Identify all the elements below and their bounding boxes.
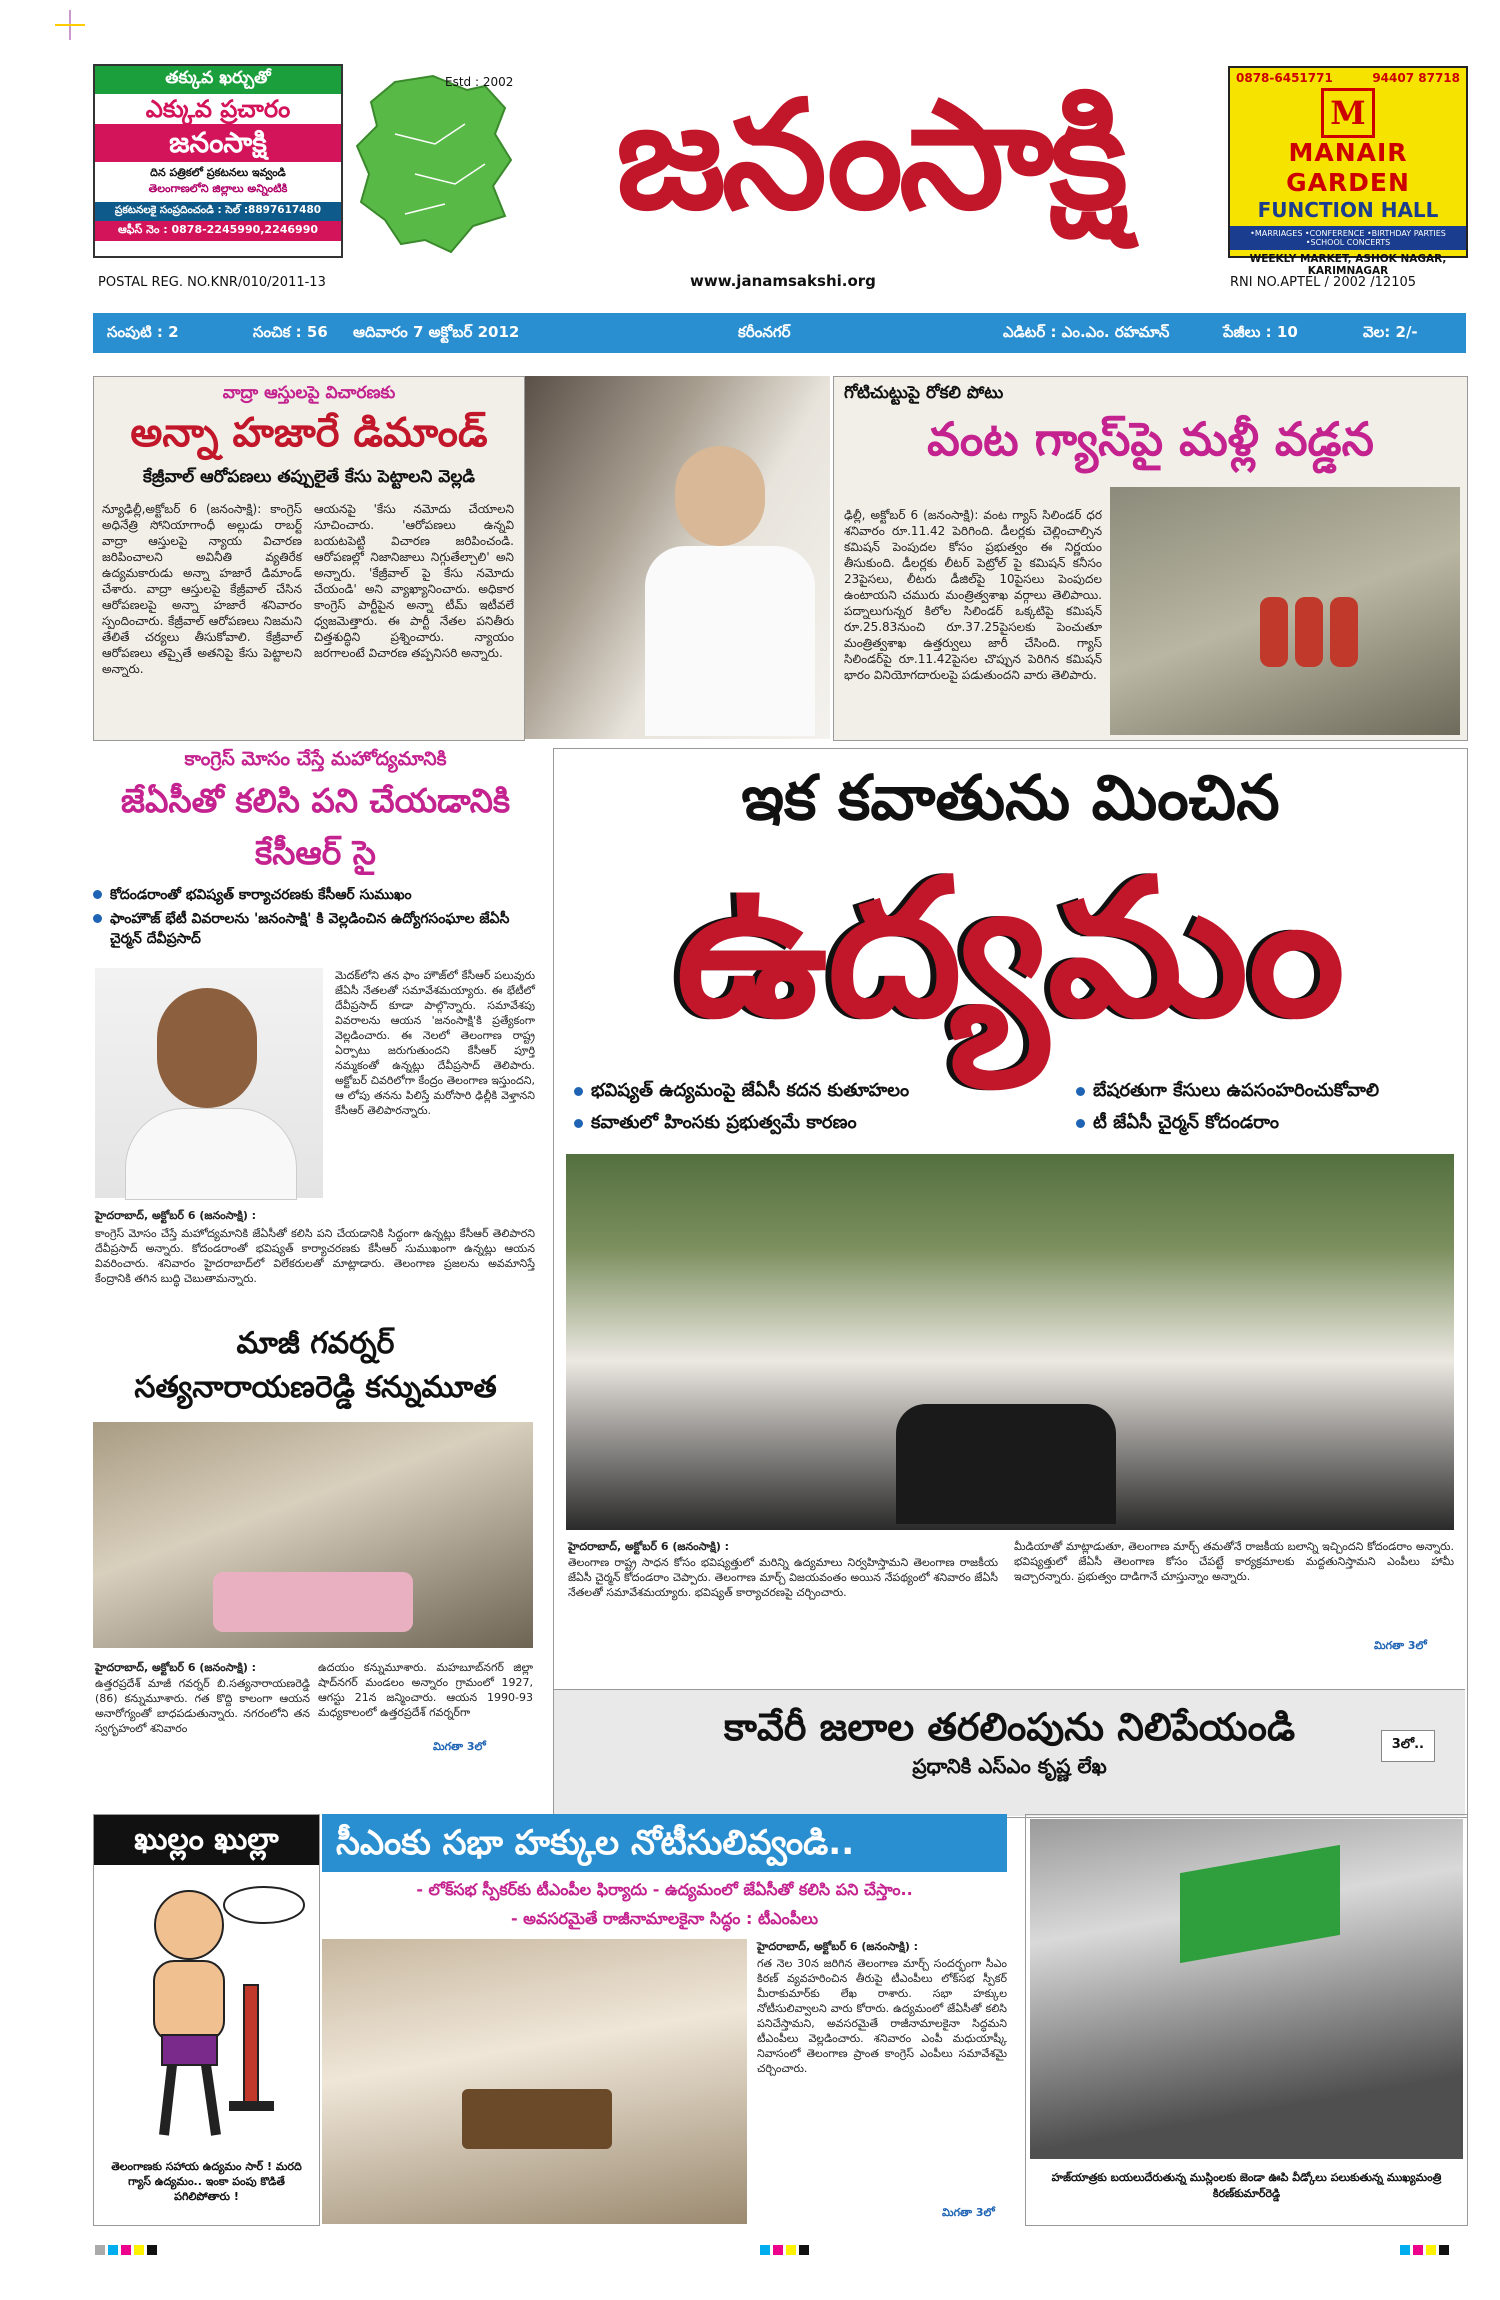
story-governor[interactable] [93, 1322, 538, 1772]
photo-caption: హజ్‌యాత్రకు బయలుదేరుతున్న ముస్లింలకు జెండా ఊపి వీడ్కోలు పలుకుతున్న ముఖ్యమంత్రి కిరణ్‌కుమార్‌రెడ్డి [1051, 2171, 1442, 2200]
pages: పేజీలు : 10 [1223, 323, 1298, 341]
newspaper-title: జనంసాక్షి [616, 67, 1124, 243]
story-headline: కావేరీ జలాల తరలింపును నిలిపేయండి [723, 1705, 1296, 1749]
city: కరీంనగర్ [738, 323, 791, 341]
story-dateline: హైదరాబాద్, అక్టోబర్ 6 (జనంసాక్షి) : [568, 1540, 730, 1553]
lead-story[interactable] [553, 748, 1468, 1818]
story-dateline: హైదరాబాద్, అక్టోబర్ 6 (జనంసాక్షి) : [95, 1209, 257, 1222]
info-bar [93, 313, 1466, 353]
photo-haj-flagoff[interactable] [1025, 1814, 1468, 2226]
story-cauvery[interactable] [554, 1689, 1465, 1816]
rni-number: RNI NO.APTEL / 2002 /12105 [1230, 275, 1417, 290]
story-body: కాంగ్రెస్ మోసం చేస్తే మహోద్యమానికి జేఏసీతో కలిసి పని చేయడానికి సిద్ధంగా ఉన్నట్లు కేసీఆర్ తెలిపారని దేవీప్రసాద్ అన్నారు. కోదండరాంతో భవిష్యత్ కార్యాచరణకు కేసీఆర్ సుముఖంగా ఉన్నట్లు ఆయన వివరించారు. శనివారం హైదరాబాద్‌లో విలేకరులతో మాట్లాడారు. తెలంగాణ ప్రజలను అవమానిస్తే కేంద్రానికి తగిన బుద్ధి చెబుతామన్నారు. [95, 1227, 535, 1285]
ad-logo-icon: M [1321, 88, 1375, 138]
story-kicker: వాద్రా ఆస్తులపై విచారణకు [222, 383, 396, 403]
photo-governor-funeral [93, 1422, 533, 1648]
ad-line: దిన పత్రికలో ప్రకటనలు ఇవ్వండి [150, 166, 286, 179]
ad-phone: 0878-6451771 [1236, 71, 1333, 85]
lead-bullet: కవాతులో హింసకు ప్రభుత్వమే కారణం [574, 1111, 857, 1135]
continued-link[interactable]: మిగతా 3లో [433, 1740, 486, 1753]
volume: సంపుటి : 2 [107, 323, 179, 341]
story-kcr[interactable] [93, 748, 538, 1308]
story-bullet: ఫాంహౌజ్ భేటీ వివరాలను 'జనంసాక్షి' కి వెల్లడించిన ఉద్యోగసంఘాల జేఏసీ చైర్మన్ దేవీప్రసాద్ [93, 909, 538, 949]
story-body: తెలంగాణ రాష్ట్ర సాధన కోసం భవిష్యత్తులో మరిన్ని ఉద్యమాలు నిర్వహిస్తామని తెలంగాణ రాజకీయ జేఏసీ చైర్మన్ కోదండరాం చెప్పారు. తెలంగాణ మార్చ్ విజయవంతం అయిన నేపథ్యంలో శనివారం జేఏసీ నేతలతో సమావేశమయ్యారు. భవిష్యత్ కార్యాచరణపై చర్చించారు. [568, 1556, 998, 1599]
story-subhead: ప్రధానికి ఎస్ఎం కృష్ణ లేఖ [912, 1754, 1107, 1778]
ad-line: తక్కువ ఖర్చుతో [95, 66, 341, 94]
story-body: మీడియాతో మాట్లాడుతూ, తెలంగాణ మార్చ్ తమతోనే రాజకీయ బలాన్ని ఇచ్చిందని కోదండరాం అన్నారు. భవిష్యత్తులో జేఏసీ తెలంగాణ కోసం చేపట్టే కార్యక్రమాలకు మద్దతునిస్తామని ఎంపీలు హామీ ఇచ్చారన్నారు. ప్రభుత్వం దాడిగానే చూస్తున్నాం అన్నారు. [1014, 1540, 1454, 1583]
price: వెల: 2/- [1363, 323, 1418, 341]
story-anna-hazare[interactable] [93, 376, 525, 741]
ad-services: •MARRIAGES •CONFERENCE •BIRTHDAY PARTIES •SCHOOL CONCERTS [1230, 226, 1466, 250]
story-kicker: గోటిచుట్టుపై రోకలి పోటు [844, 383, 1004, 403]
cartoon-caption: తెలంగాణకు సహాయ ఉద్యమం సార్ ! మరది గ్యాస్ ఉద్యమం.. ఇంకా పంపు కొడితే పగిలిపోతారు ! [111, 2160, 302, 2203]
photo-haj [1030, 1819, 1463, 2159]
ad-name: MANAIR GARDEN [1286, 138, 1410, 197]
story-mps[interactable] [322, 1814, 1007, 2224]
story-body: మెదక్‌లోని తన ఫాం హౌజ్‌లో కేసీఆర్ పలువురు జేఏసీ నేతలతో సమావేశమయ్యారు. ఈ భేటీలో దేవీప్రసాద్ కూడా పాల్గొన్నారు. సమావేశపు వివరాలను ఆయన 'జనంసాక్షి'కి ప్రత్యేకంగా వెల్లడించారు. ఈ నెలలో తెలంగాణ రాష్ట్ర ఏర్పాటు జరుగుతుందని కేసీఆర్ పూర్తి నమ్మకంతో ఉన్నట్లు దేవీప్రసాద్ తెలిపారు. అక్టోబర్ చివరిలోగా కేంద్రం తెలంగాణ ఇస్తుందని, ఆ లోపు తనను పిలిస్తే మరోసారి ఢిల్లీకి వెళ్తానని కేసీఆర్ తెలిపారన్నారు. [335, 969, 535, 1117]
lead-bullet: బేషరతుగా కేసులు ఉపసంహరించుకోవాలి [1076, 1079, 1379, 1103]
story-headline: జేఏసీతో కలిసి పని చేయడానికి కేసీఆర్ సై [120, 781, 511, 872]
page-reference[interactable]: 3లో.. [1381, 1730, 1435, 1762]
story-headline: సీఎంకు సభా హక్కుల నోటీసులివ్వండి.. [322, 1814, 1007, 1872]
story-headline: సత్యనారాయణరెడ్డి కన్నుమూత [134, 1370, 497, 1405]
story-body: ఉత్తరప్రదేశ్ మాజీ గవర్నర్ బి.సత్యనారాయణరెడ్డి (86) కన్నుమూశారు. గత కొద్ది కాలంగా ఆయన అనారోగ్యంతో బాధపడుతున్నారు. నగరంలోని తన స్వగృహంలో శనివారం [95, 1677, 310, 1735]
photo-devi-prasad [95, 968, 323, 1198]
cartoon-illustration-icon [94, 1865, 317, 2155]
ad-phone: 94407 87718 [1372, 71, 1460, 85]
continued-link[interactable]: మిగతా 3లో [1374, 1639, 1427, 1652]
ad-address: WEEKLY MARKET, ASHOK NAGAR, KARIMNAGAR [1249, 253, 1447, 277]
story-headline: వంట గ్యాస్‌పై మళ్లీ వడ్డన [927, 412, 1374, 466]
story-gas-price[interactable] [833, 376, 1468, 741]
lead-bullet: టీ జేఏసీ చైర్మన్ కోదండరాం [1076, 1111, 1279, 1135]
telangana-map-icon [355, 74, 515, 259]
story-body: గత నెల 30న జరిగిన తెలంగాణ మార్చ్ సందర్భంగా సీఎం కిరణ్ వ్యవహరించిన తీరుపై టీఎంపీలు లోక్‌సభ స్పీకర్ మీరాకుమార్‌కు లేఖ రాశారు. సభా హక్కుల నోటీసులివ్వాలని వారు కోరారు. ఉద్యమంలో జేఏసీతో కలిసి పనిచేస్తామని, అవసరమైతే రాజీనామాలకైనా సిద్ధమని టీఎంపీలు వెల్లడించారు. శనివారం ఎంపీ మధుయాష్కీ నివాసంలో తెలంగాణ ప్రాంత కాంగ్రెస్ ఎంపీలు సమావేశమై చర్చించారు. [757, 1957, 1007, 2075]
photo-anna-hazare [525, 376, 830, 739]
ad-line: తెలంగాణలోని జిల్లాలు అన్నింటికి [148, 182, 288, 195]
story-headline: మాజీ గవర్నర్ [236, 1326, 395, 1361]
ad-line: ఆఫీస్ నెం : 0878-2245990,2246990 [95, 221, 341, 241]
estd-label: Estd : 2002 [445, 75, 514, 89]
story-dateline: హైదరాబాద్, అక్టోబర్ 6 (జనంసాక్షి) : [757, 1940, 919, 1953]
color-registration-strip [1400, 2240, 1452, 2259]
photo-gas-cylinders [1110, 487, 1460, 735]
lead-bullet: భవిష్యత్ ఉద్యమంపై జేఏసీ కదన కుతూహలం [574, 1079, 909, 1103]
continued-link[interactable]: మిగతా 3లో [942, 2206, 995, 2219]
ad-sub: FUNCTION HALL [1257, 198, 1439, 222]
story-kicker: కాంగ్రెస్ మోసం చేస్తే మహోద్యమానికి [184, 748, 447, 770]
color-registration-strip [95, 2240, 160, 2259]
story-body: న్యూఢిల్లీ,అక్టోబర్ 6 (జనంసాక్షి): కాంగ్రెస్ అధినేత్రి సోనియాగాంధీ అల్లుడు రాబర్ట్ వాద్రా ఆస్తులపై న్యాయ విచారణ జరిపించాలని అవినీతి వ్యతిరేక ఉద్యమకారుడు అన్నా హజారే డిమాండ్ చేశారు. వాద్రా ఆస్తులపై కేజ్రీవాల్ చేసిన ఆరోపణలపై అన్నా హజారే శనివారం స్పందించారు. కేజ్రీవాల్ ఆరోపణలు నిజమని తేలితే చర్యలు తీసుకోవాలి. కేజ్రీవాల్ ఆరోపణలు తప్పైతే అతనిపై కేసు పెట్టాలని అన్నారు. [102, 502, 302, 676]
ad-brand: జనంసాక్షి [95, 124, 341, 162]
lead-headline-large: ఉద్యమం [676, 836, 1345, 1059]
issue: సంచిక : 56 [253, 323, 328, 341]
ad-line: ఎక్కువ ప్రచారం [145, 95, 291, 123]
story-body: ఉదయం కన్నుమూశారు. మహబూబ్‌నగర్ జిల్లా షాద్‌నగర్ మండలం అన్నారం గ్రామంలో 1927, ఆగస్టు 21న జన్మించారు. ఆయన 1990-93 మధ్యకాలంలో ఉత్తరప్రదేశ్ గవర్నర్‌గా [318, 1661, 533, 1719]
story-body: ఆయనపై 'కేసు నమోదు చేయాలని సూచించారు. 'ఆరోపణలు ఉన్నవి బయటపెట్టి విచారణ జరిపించండి. ఆరోపణల్లో నిజానిజాలు నిగ్గుతేల్చాలి' అని అన్నారు. 'కేజ్రీవాల్ పై కేసు నమోదు చేయండి' అని వ్యాఖ్యానించారు. అధికార కాంగ్రెస్ పార్టీపైన అన్నా టీమ్ ఇటీవలే ధ్వజమెత్తారు. ఈ పార్టీ నేతల పనితీరు చిత్తశుద్ధిని ప్రశ్నించారు. న్యాయం జరగాలంటే విచారణ తప్పనిసరి అన్నారు. [314, 502, 514, 660]
lead-headline: ఇక కవాతును మించిన [741, 761, 1280, 834]
postal-reg: POSTAL REG. NO.KNR/010/2011-13 [98, 275, 326, 290]
photo-mps-meeting [322, 1939, 747, 2224]
cartoon-title: ఖుల్లం ఖుల్లా [94, 1815, 319, 1865]
story-subhead: కేజ్రీవాల్ ఆరోపణలు తప్పులైతే కేసు పెట్టాలని వెల్లడి [143, 467, 475, 487]
advertisement-right[interactable] [1228, 66, 1468, 277]
website-link[interactable]: www.janamsakshi.org [690, 272, 876, 290]
registration-mark [55, 10, 85, 40]
story-headline: అన్నా హజారే డిమాండ్ [130, 410, 488, 456]
cartoon-box[interactable] [93, 1814, 320, 2226]
date: ఆదివారం 7 అక్టోబర్ 2012 [353, 323, 520, 341]
advertisement-left[interactable] [93, 64, 343, 258]
editor: ఎడిటర్ : ఎం.ఎం. రహమాన్ [1003, 323, 1170, 341]
color-registration-strip [760, 2240, 812, 2259]
ad-line: ప్రకటనలకై సంప్రదించండి : సెల్ :8897617480 [95, 202, 341, 221]
story-subhead: - అవసరమైతే రాజీనామాలకైనా సిద్ధం : టీఎంపీలు [510, 1909, 819, 1928]
story-bullet: కోదండరాంతో భవిష్యత్ కార్యాచరణకు కేసీఆర్ సుముఖం [93, 885, 538, 905]
photo-jac-press-meet [566, 1154, 1454, 1530]
story-subhead: - లోక్‌సభ స్పీకర్‌కు టీఎంపీల ఫిర్యాదు - ఉద్యమంలో జేఏసీతో కలిసి పని చేస్తాం.. [416, 1880, 913, 1899]
story-dateline: హైదరాబాద్, అక్టోబర్ 6 (జనంసాక్షి) : [95, 1661, 257, 1674]
story-body: ఢిల్లీ, అక్టోబర్ 6 (జనంసాక్షి): వంట గ్యాస్ సిలిండర్ ధర శనివారం రూ.11.42 పెరిగింది. డీలర్లకు చెల్లించాల్సిన కమిషన్ పెంపుదల కోసం ప్రభుత్వం ఈ నిర్ణయం తీసుకుంది. డీలర్లకు లీటర్ పెట్రోల్ పై కమిషన్ కనీసం 23పైసలు, లీటరు డీజిల్‌పై 10పైసలు పెంపుదల ఉంటాయని చమురు మంత్రిత్వశాఖ వర్గాలు తెలిపాయి. పద్నాలుగున్నర కిలోల సిలిండర్ ఒక్కటిపై కమిషన్ రూ.25.83నుంచి రూ.37.25పైసలకు పెంచుతూ మంత్రిత్వశాఖ ఉత్తర్వులు జారీ చేసింది. గ్యాస్ సిలిండర్‌పై రూ.11.42పైసల చొప్పున పెరిగిన కమిషన్ భారం వినియోగదారులపై పడుతుందని వారు తెలిపారు. [844, 508, 1102, 682]
